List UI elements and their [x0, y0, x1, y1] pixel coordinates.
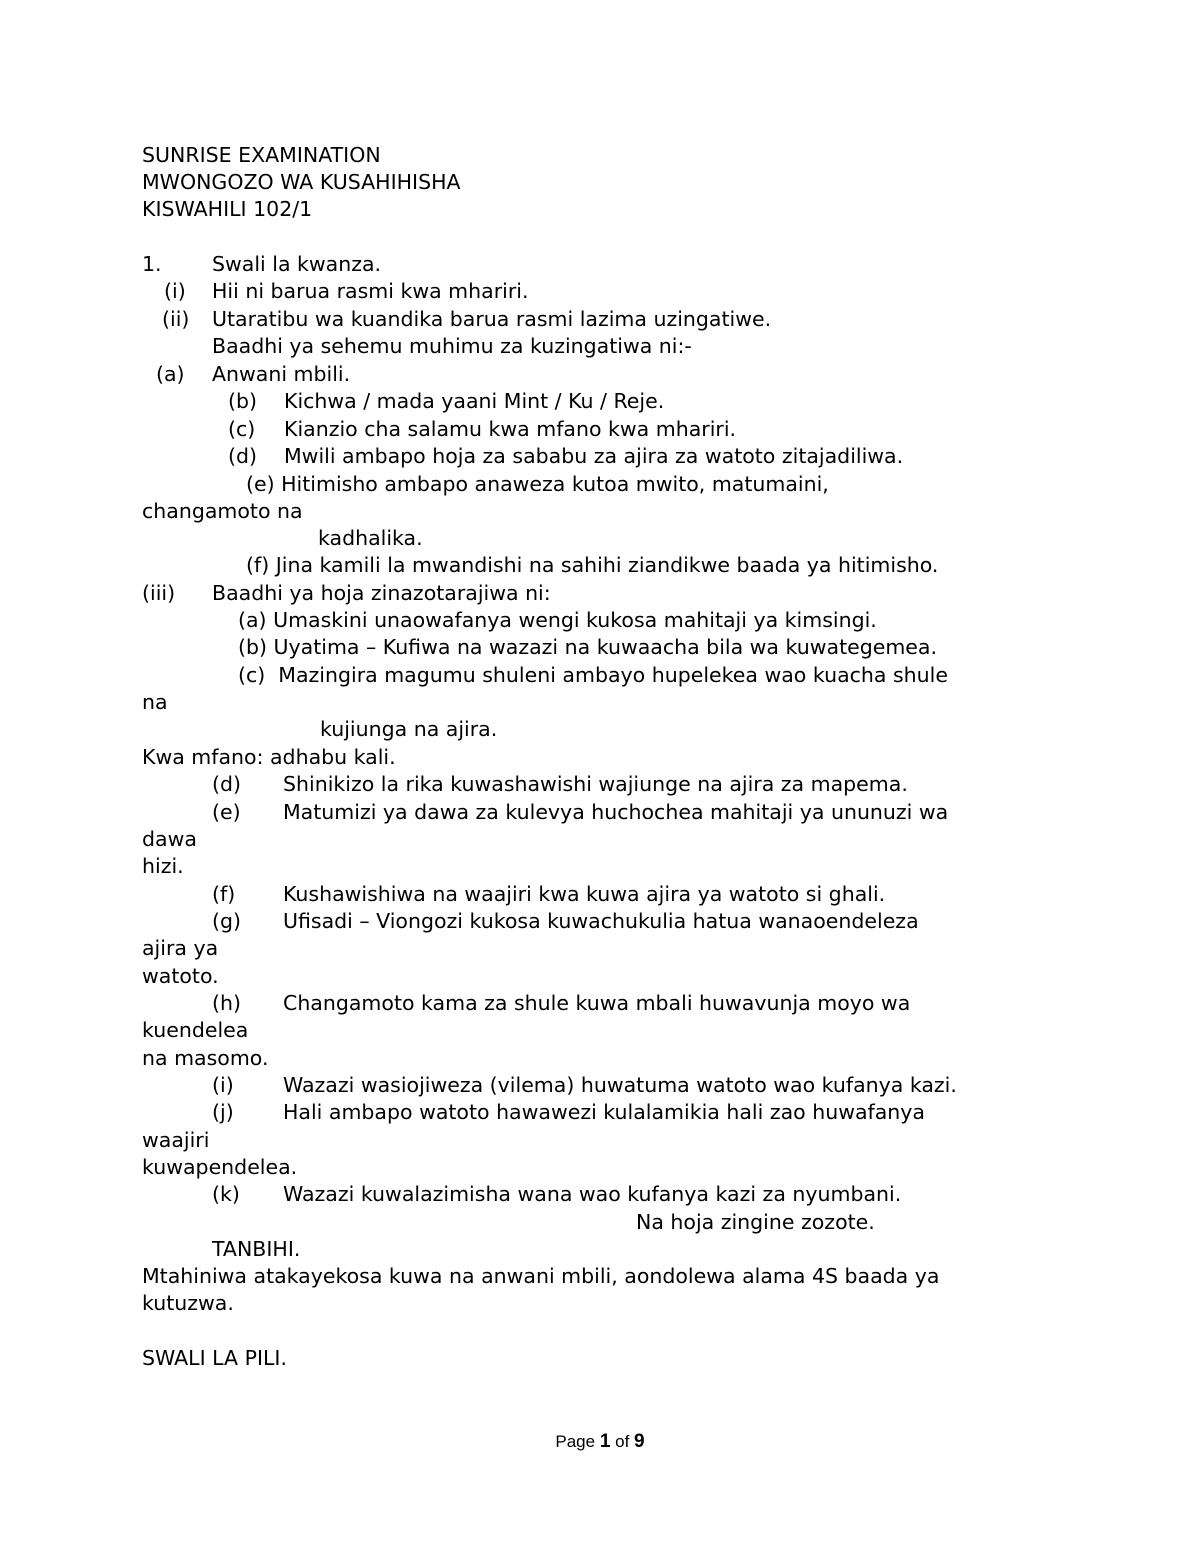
footer-of-word: of: [615, 1432, 630, 1451]
point-text: na masomo.: [142, 1046, 269, 1070]
q1-number: 1.: [142, 252, 162, 276]
q2-title: SWALI LA PILI.: [142, 1346, 287, 1370]
item-text: Baadhi ya sehemu muhimu za kuzingatiwa ni:-: [212, 334, 692, 358]
point-text: Kwa mfano: adhabu kali.: [142, 745, 396, 769]
point-text: (a) Umaskini unaowafanya wengi kukosa mahitaji ya kimsingi.: [238, 608, 877, 632]
point-text: (b) Uyatima – Kufiwa na wazazi na kuwaacha bila wa kuwategemea.: [238, 635, 938, 659]
note-title: TANBIHI.: [212, 1237, 301, 1261]
point-text: kuwapendelea.: [142, 1155, 298, 1179]
point-text: na: [142, 690, 168, 714]
point-text: watoto.: [142, 964, 219, 988]
point-text: Changamoto kama za shule kuwa mbali huwavunja moyo wa: [283, 991, 911, 1015]
item-label: (ii): [162, 307, 190, 331]
note-text: Mtahiniwa atakayekosa kuwa na anwani mbili, aondolewa alama 4S baada ya: [142, 1264, 940, 1288]
point-text: Kushawishiwa na waajiri kwa kuwa ajira ya watoto si ghali.: [283, 882, 886, 906]
point-label: (k): [212, 1182, 240, 1206]
footer-total-pages: 9: [634, 1431, 645, 1452]
footer-page-word: Page: [555, 1432, 596, 1451]
point-label: (e): [212, 800, 241, 824]
item-label: (d): [228, 444, 258, 468]
point-label: (f): [212, 882, 236, 906]
point-label: (i): [212, 1073, 234, 1097]
point-label: (h): [212, 991, 241, 1015]
point-label: (j): [212, 1100, 234, 1124]
item-text: (e) Hitimisho ambapo anaweza kutoa mwito, matumaini,: [246, 472, 829, 496]
point-text: Matumizi ya dawa za kulevya huchochea mahitaji ya ununuzi wa: [283, 800, 949, 824]
note-text: kutuzwa.: [142, 1291, 234, 1315]
point-text: Ufisadi – Viongozi kukosa kuwachukulia hatua wanaoendeleza: [283, 909, 919, 933]
item-text: Baadhi ya hoja zinazotarajiwa ni:: [212, 581, 551, 605]
item-label: (a): [156, 362, 185, 386]
item-text: changamoto na: [142, 499, 303, 523]
footer-current-page: 1: [599, 1431, 611, 1452]
item-text: Kichwa / mada yaani Mint / Ku / Reje.: [284, 389, 665, 413]
point-text: (c) Mazingira magumu shuleni ambayo hupelekea wao kuacha shule: [238, 663, 948, 687]
point-text: Hali ambapo watoto hawawezi kulalamikia hali zao huwafanya: [283, 1100, 925, 1124]
point-text: Wazazi wasiojiweza (vilema) huwatuma watoto wao kufanya kazi.: [283, 1073, 957, 1097]
item-text: Kianzio cha salamu kwa mfano kwa mhariri.: [284, 417, 737, 441]
header-exam-name: SUNRISE EXAMINATION: [142, 143, 381, 167]
item-text: Mwili ambapo hoja za sababu za ajira za watoto zitajadiliwa.: [284, 444, 904, 468]
item-text: Hii ni barua rasmi kwa mhariri.: [212, 279, 529, 303]
item-label: (iii): [142, 581, 176, 605]
point-text: Shinikizo la rika kuwashawishi wajiunge na ajira za mapema.: [283, 772, 908, 796]
point-text: kuendelea: [142, 1018, 249, 1042]
point-text: Wazazi kuwalazimisha wana wao kufanya kazi za nyumbani.: [283, 1182, 902, 1206]
point-label: (d): [212, 772, 242, 796]
point-text: dawa: [142, 827, 197, 851]
header-guide-title: MWONGOZO WA KUSAHIHISHA: [142, 170, 461, 194]
point-text: kujiunga na ajira.: [320, 717, 498, 741]
other-points-note: Na hoja zingine zozote.: [636, 1210, 875, 1234]
point-text: hizi.: [142, 854, 184, 878]
q1-title: Swali la kwanza.: [212, 252, 382, 276]
item-label: (i): [164, 279, 186, 303]
point-label: (g): [212, 909, 242, 933]
page-footer: [0, 1431, 1200, 1453]
point-text: waajiri: [142, 1128, 210, 1152]
item-text: kadhalika.: [318, 526, 423, 550]
item-label: (b): [228, 389, 258, 413]
item-label: (c): [228, 417, 256, 441]
item-text: Anwani mbili.: [212, 362, 351, 386]
point-text: ajira ya: [142, 936, 219, 960]
item-text: (f) Jina kamili la mwandishi na sahihi ziandikwe baada ya hitimisho.: [246, 553, 939, 577]
header-subject: KISWAHILI 102/1: [142, 197, 313, 221]
item-text: Utaratibu wa kuandika barua rasmi lazima uzingatiwe.: [212, 307, 772, 331]
